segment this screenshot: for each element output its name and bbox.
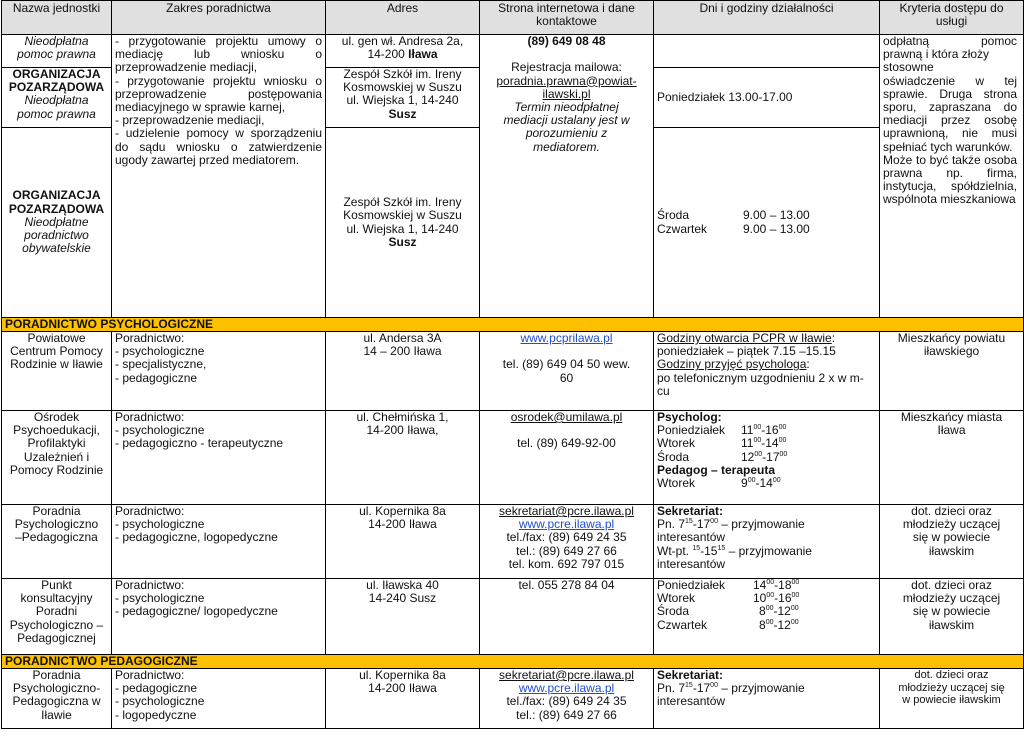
scope-cell: Poradnictwo: - psychologiczne - pedagogiczne, logopedyczne (112, 505, 326, 579)
contact-cell: osrodek@umilawa.pl tel. (89) 649-92-00 (480, 411, 654, 505)
section-row-ped (2, 655, 1024, 669)
table-row (2, 579, 1024, 655)
hours-cell: Sekretariat: Pn. $7^{15}-17^{00}$ – przyjmowanie interesantów (654, 669, 880, 729)
table-row (2, 411, 1024, 505)
hours-cell: Środa 9.00 – 13.00 Czwartek 9.00 – 13.00 (654, 128, 880, 318)
section-row-psych (2, 318, 1024, 332)
hours-cell: Sekretariat: Pn. $7^{15}-17^{00}$ – przyjmowanie interesantów Wt-pt. $^{15}-15^{15}$ – przyjmowanie interesantów (654, 505, 880, 579)
hours-cell-empty (654, 35, 880, 68)
email-link[interactable]: osrodek@umilawa.pl (510, 410, 623, 424)
scope-cell: - przygotowanie projektu umowy o mediację lub wniosku o przeprowadzenie mediacji, - przygotowanie projektu wniosku o przeprowadzenie postępowania mediacyjnego w sprawie karnej, - przeprowadzenie mediacji, - udzielenie pomocy w sporządzeniu do sądu wniosku o zatwierdzenie ugody zawartej przed mediatorem. (112, 35, 326, 318)
email-link[interactable]: poradnia.prawna@powiat-ilawski.pl (496, 73, 637, 101)
table-row (2, 35, 1024, 68)
unit-name-cell: Ośrodek Psychoedukacji, Profilaktyki Uzależnień i Pomocy Rodzinie (2, 411, 112, 505)
table-row (2, 669, 1024, 729)
services-table (1, 0, 1024, 729)
hours-cell: Psycholog: Poniedziałek $11^{00}-16^{00}$ Wtorek $11^{00}-14^{00}$ Środa $12^{00}-17^{00}$ Pedagog – terapeuta Wtorek $9^{00}-14^{00}$ (654, 411, 880, 505)
criteria-cell: odpłatną pomoc prawną i która złoży stosowne oświadczenie w tej sprawie. Druga strona sporu, zapraszana do mediacji przez osobę uprawnioną, nie musi spełniać tych warunków. Może to być także osoba prawna np. firma, instytucja, spółdzielnia, wspólnota mieszkaniowa (880, 35, 1024, 318)
criteria-cell: dot. dzieci oraz młodzieży uczącej się w powiecie iławskim (880, 669, 1024, 729)
unit-name-cell: ORGANIZACJA POZARZĄDOWA Nieodpłatna pomoc prawna (2, 68, 112, 128)
contact-cell: (89) 649 08 48 Rejestracja mailowa: poradnia.prawna@powiat-ilawski.pl Termin nieodpłatnej mediacji ustalany jest w porozumieniu z mediatorem. (480, 35, 654, 318)
unit-name-cell: Punkt konsultacyjny Poradni Psychologiczno – Pedagogicznej (2, 579, 112, 655)
contact-cell: tel. 055 278 84 04 (480, 579, 654, 655)
header-address: Adres (326, 1, 480, 35)
contact-cell: www.pcprilawa.pl tel. (89) 649 04 50 wew. 60 (480, 332, 654, 411)
contact-cell: sekretariat@pcre.ilawa.pl www.pcre.ilawa.pl tel./fax: (89) 649 24 35 tel.: (89) 649 27 66 (480, 669, 654, 729)
criteria-cell: dot. dzieci oraz młodzieży uczącej się w powiecie iławskim (880, 505, 1024, 579)
address-cell: ul. Iławska 40 14-240 Susz (326, 579, 480, 655)
table-row (2, 332, 1024, 411)
address-cell: ul. Kopernika 8a 14-200 Iława (326, 505, 480, 579)
website-link[interactable]: www.pcre.ilawa.pl (518, 681, 615, 696)
scope-cell: Poradnictwo: - psychologiczne - pedagogiczno - terapeutyczne (112, 411, 326, 505)
scope-cell: Poradnictwo: - psychologiczne - pedagogiczne/ logopedyczne (112, 579, 326, 655)
criteria-cell: Mieszkańcy powiatu iławskiego (880, 332, 1024, 411)
website-link[interactable]: www.pcre.ilawa.pl (518, 517, 615, 532)
email-link[interactable]: sekretariat@pcre.ilawa.pl (499, 504, 634, 518)
address-cell: Zespół Szkół im. Ireny Kosmowskiej w Suszu ul. Wiejska 1, 14-240 Susz (326, 128, 480, 318)
criteria-cell: Mieszkańcy miasta Iława (880, 411, 1024, 505)
unit-name-cell: Poradnia Psychologiczno –Pedagogiczna (2, 505, 112, 579)
website-link[interactable]: www.pcprilawa.pl (520, 331, 613, 345)
header-row (2, 1, 1024, 35)
header-unit-name: Nazwa jednostki (2, 1, 112, 35)
email-link[interactable]: sekretariat@pcre.ilawa.pl (499, 668, 634, 682)
header-hours: Dni i godziny działalności (654, 1, 880, 35)
unit-name-cell: ORGANIZACJA POZARZĄDOWA Nieodpłatne poradnictwo obywatelskie (2, 128, 112, 318)
table-row (2, 505, 1024, 579)
header-contact: Strona internetowa i dane kontaktowe (480, 1, 654, 35)
header-criteria: Kryteria dostępu do usługi (880, 1, 1024, 35)
address-cell: ul. Chełmińska 1, 14-200 Iława, (326, 411, 480, 505)
hours-cell: Poniedziałek 13.00-17.00 (654, 68, 880, 128)
address-cell: ul. Kopernika 8a 14-200 Iława (326, 669, 480, 729)
address-cell: ul. gen wł. Andresa 2a, 14-200 Iława (326, 35, 480, 68)
hours-cell: Godziny otwarcia PCPR w Iławie: poniedziałek – piątek 7.15 –15.15 Godziny przyjęć psychologa: po telefonicznym uzgodnieniu 2 x w m-cu (654, 332, 880, 411)
criteria-cell: dot. dzieci oraz młodzieży uczącej się w powiecie iławskim (880, 579, 1024, 655)
unit-name-cell: Nieodpłatna pomoc prawna (2, 35, 112, 68)
section-title: PORADNICTWO PEDAGOGICZNE (2, 655, 1024, 669)
hours-cell: Poniedziałek $14^{00}-18^{00}$ Wtorek $10^{00}-16^{00}$ Środa $8^{00}-12^{00}$ Czwartek $8^{00}-12^{00}$ (654, 579, 880, 655)
phone: (89) 649 08 48 (527, 34, 606, 48)
section-title: PORADNICTWO PSYCHOLOGICZNE (2, 318, 1024, 332)
unit-name-cell: Poradnia Psychologiczno- Pedagogiczna w Iławie (2, 669, 112, 729)
address-cell: Zespół Szkół im. Ireny Kosmowskiej w Suszu ul. Wiejska 1, 14-240 Susz (326, 68, 480, 128)
address-cell: ul. Andersa 3A 14 – 200 Iława (326, 332, 480, 411)
scope-cell: Poradnictwo: - pedagogiczne - psychologiczne - logopedyczne (112, 669, 326, 729)
unit-name-cell: Powiatowe Centrum Pomocy Rodzinie w Iławie (2, 332, 112, 411)
scope-cell: Poradnictwo: - psychologiczne - specjalistyczne, - pedagogiczne (112, 332, 326, 411)
header-scope: Zakres poradnictwa (112, 1, 326, 35)
contact-cell: sekretariat@pcre.ilawa.pl www.pcre.ilawa.pl tel./fax: (89) 649 24 35 tel.: (89) 649 27 66 tel. kom. 692 797 015 (480, 505, 654, 579)
